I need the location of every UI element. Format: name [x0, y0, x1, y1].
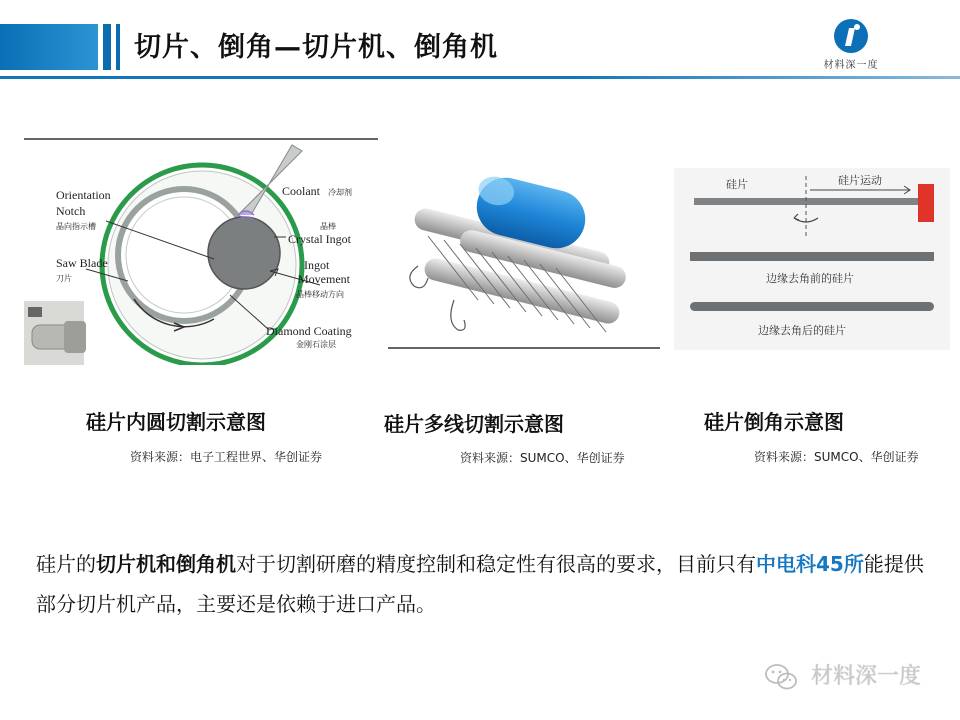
source-multi-wire-saw: 资料来源：SUMCO、华创证券 — [460, 451, 625, 465]
figure-inner-diameter-saw — [24, 137, 378, 365]
caption-multi-wire-saw: 硅片多线切割示意图 — [384, 412, 564, 436]
page-title: 切片、倒角—切片机、倒角机 — [134, 32, 498, 63]
figure-wafer-chamfer — [674, 168, 950, 350]
figure-multi-wire-saw — [388, 150, 660, 350]
source-wafer-chamfer: 资料来源：SUMCO、华创证券 — [754, 450, 919, 464]
header-divider — [0, 76, 960, 79]
label-wafer-motion: 硅片运动 — [838, 174, 882, 187]
brand-logo-text: 材料深一度 — [823, 60, 879, 71]
header-accent-bar — [103, 24, 111, 70]
highlight-machines: 切片机和倒角机 — [96, 552, 236, 576]
caption-wafer-chamfer: 硅片倒角示意图 — [704, 410, 844, 434]
header-accent-bar-thin — [116, 24, 120, 70]
label-ingot-movement: Ingot — [304, 258, 330, 272]
watermark-text: 材料深一度 — [811, 664, 922, 689]
caption-inner-diameter-saw: 硅片内圆切割示意图 — [86, 410, 266, 434]
brand-logo — [812, 18, 890, 72]
svg-text:刀片: 刀片 — [56, 274, 72, 283]
wafer-before-bar — [690, 252, 934, 261]
wechat-watermark — [764, 660, 921, 694]
label-wafer: 硅片 — [726, 178, 748, 191]
label-saw-blade: Saw Blade — [56, 256, 108, 270]
svg-text:Notch: Notch — [56, 204, 86, 218]
label-diamond-coating: Diamond Coating — [266, 324, 352, 338]
label-after-chamfer: 边缘去角后的硅片 — [758, 324, 846, 337]
svg-text:Movement: Movement — [298, 272, 350, 286]
body-paragraph: 硅片的切片机和倒角机对于切割研磨的精度控制和稳定性有很高的要求，目前只有中电科45所能提供部分切片机产品，主要还是依赖于进口产品。 — [36, 552, 924, 616]
label-coolant: Coolant — [282, 184, 320, 198]
label-orientation-notch: Orientation — [56, 188, 111, 202]
brand-logo-icon — [833, 18, 869, 54]
svg-text:冷却剂: 冷却剂 — [328, 188, 352, 197]
svg-text:晶向指示槽: 晶向指示槽 — [56, 222, 96, 231]
svg-text:金刚石涂层: 金刚石涂层 — [296, 340, 336, 349]
label-crystal-ingot: Crystal Ingot — [288, 232, 351, 246]
highlight-cetc45: 中电科45所 — [756, 552, 864, 576]
wafer-after-bar — [690, 302, 934, 311]
label-before-chamfer: 边缘去角前的硅片 — [766, 272, 854, 285]
source-inner-diameter-saw: 资料来源：电子工程世界、华创证券 — [130, 450, 323, 464]
svg-text:晶棒移动方向: 晶棒移动方向 — [296, 290, 344, 299]
chamfer-wheel — [918, 184, 934, 222]
svg-text:晶棒: 晶棒 — [320, 222, 336, 231]
wechat-icon — [764, 662, 798, 692]
header-accent-band — [0, 24, 98, 70]
